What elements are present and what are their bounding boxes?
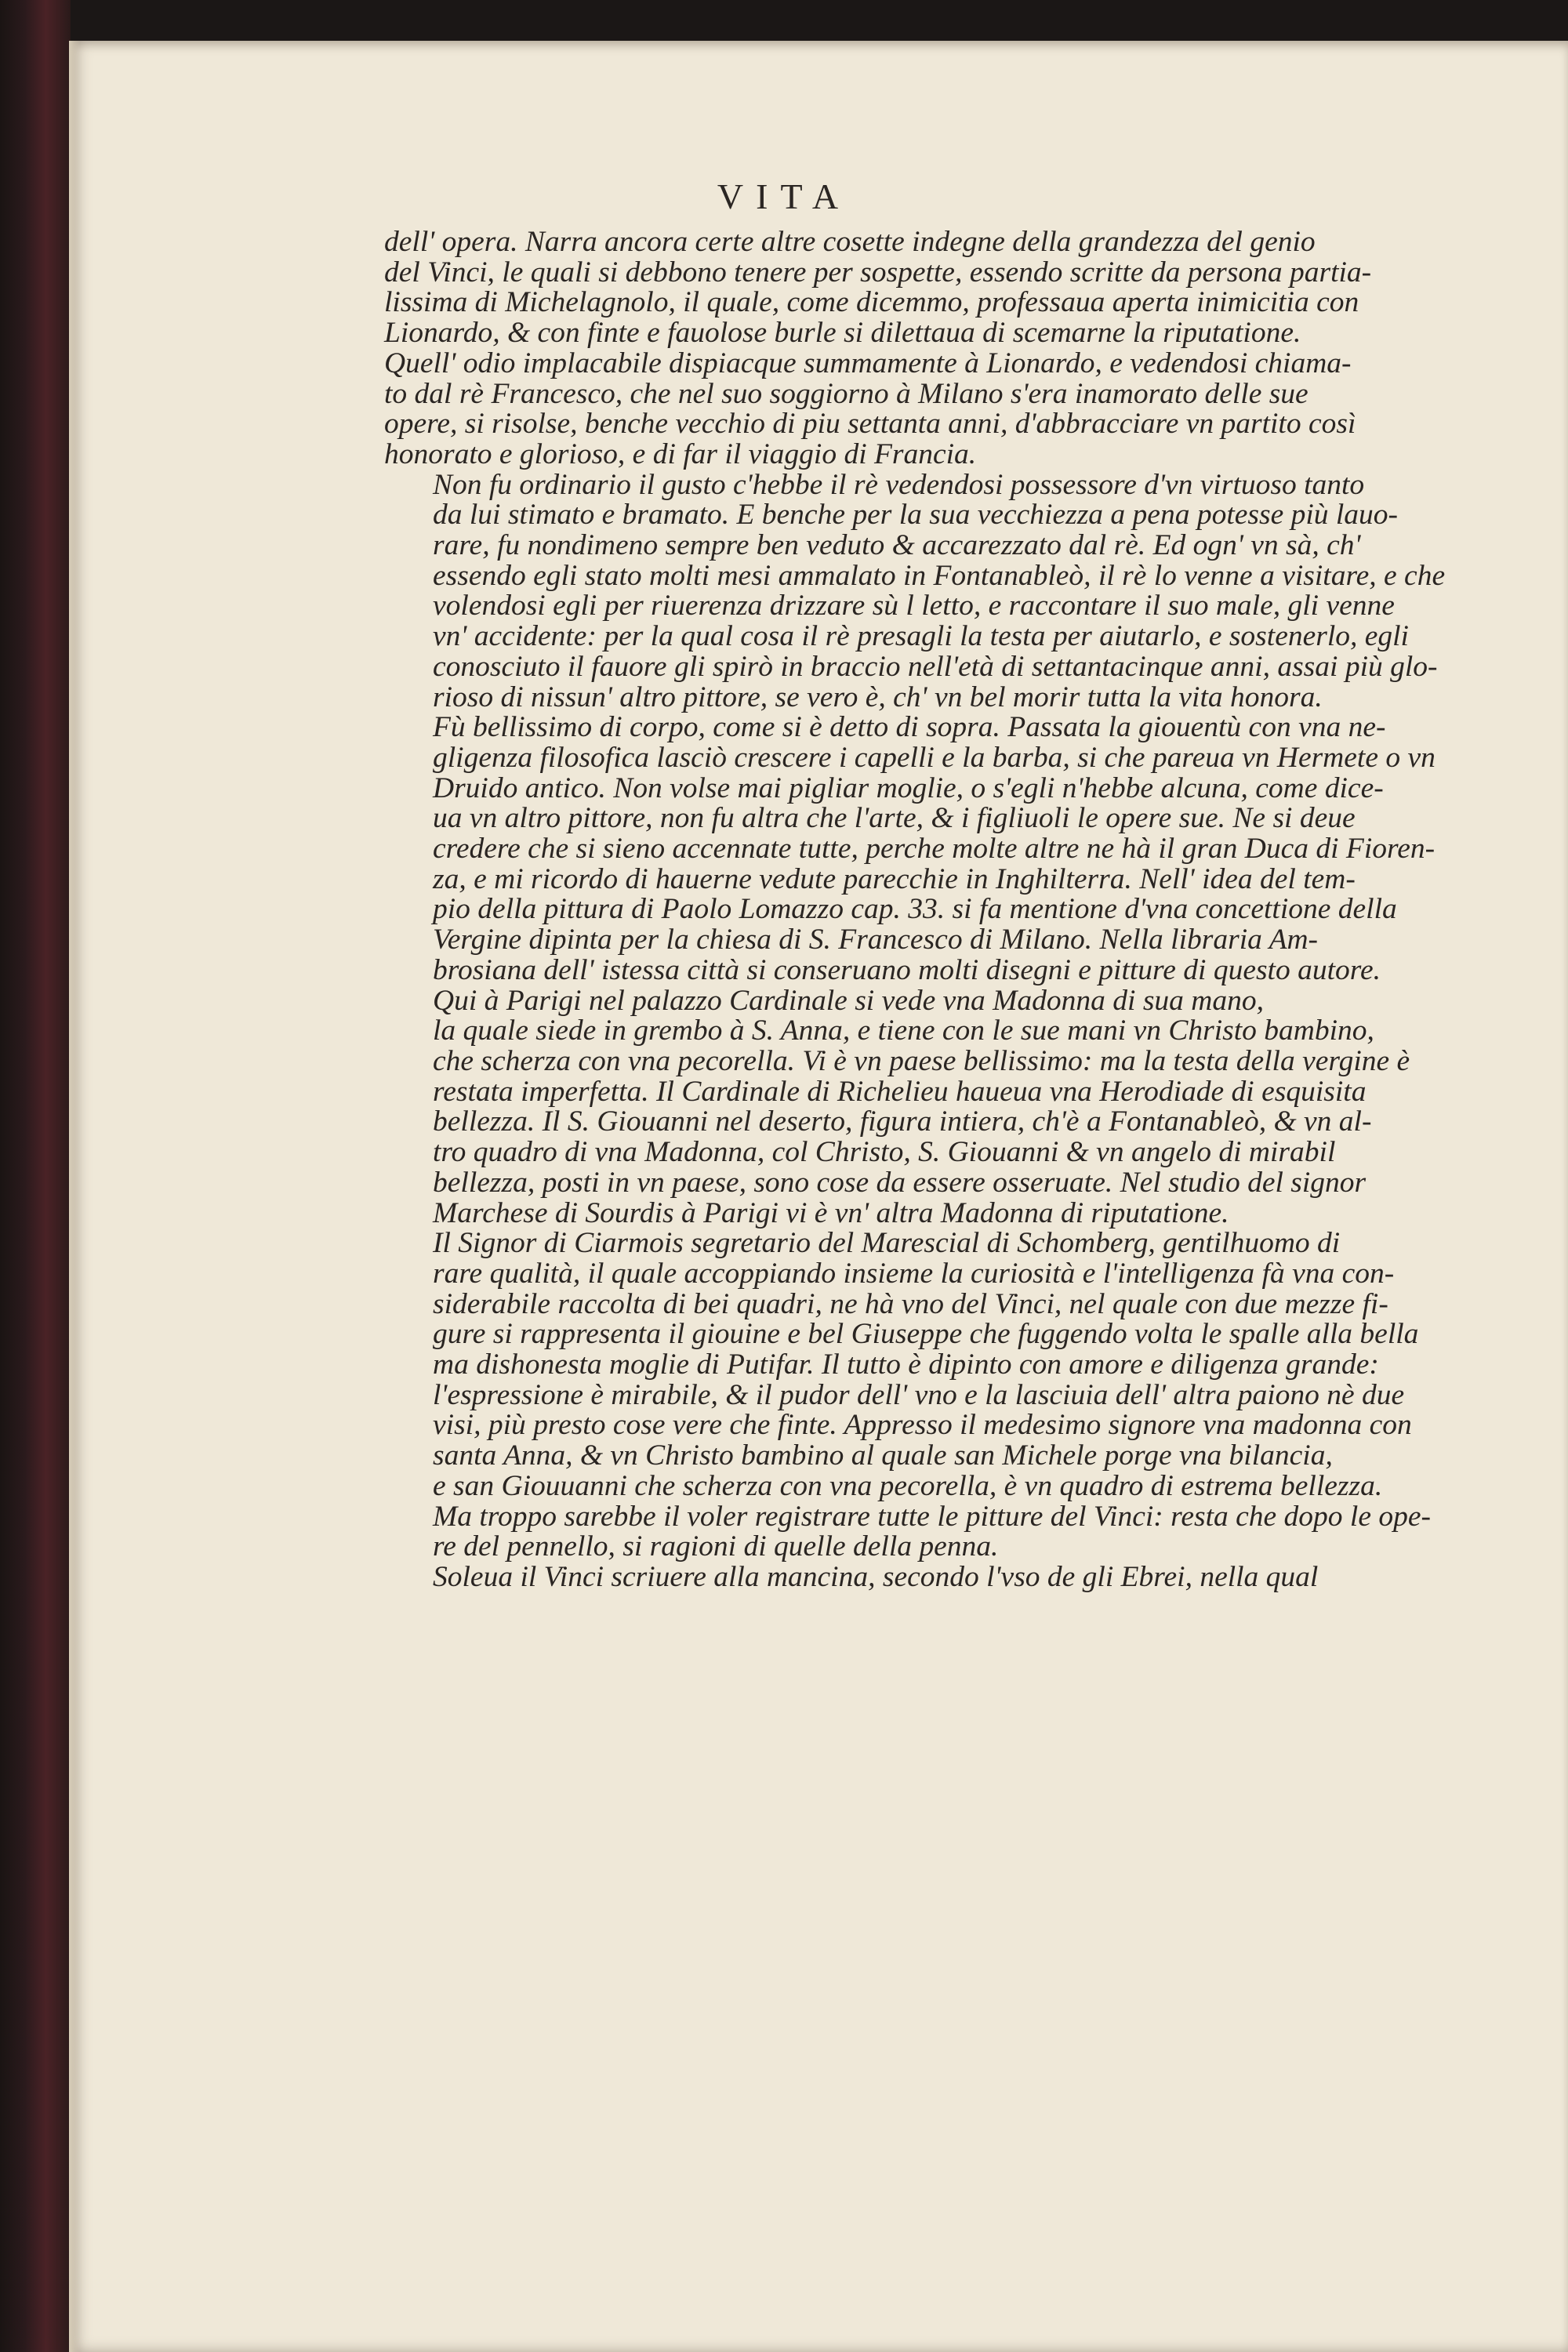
text-line: dell' opera. Narra ancora certe altre cosette indegne della grandezza del genio [384,226,1316,258]
text-line: bellezza. Il S. Giouanni nel deserto, figura intiera, ch'è a Fontanableò, & vn al- [433,1105,1372,1138]
text-line: Lionardo, & con finte e fauolose burle si dilettaua di scemarne la riputatione. [384,317,1301,350]
book-spine [0,0,71,2352]
text-line: visi, più presto cose vere che finte. Appresso il medesimo signore vna madonna con [433,1409,1412,1442]
text-line: Qui à Parigi nel palazzo Cardinale si vede vna Madonna di sua mano, [433,984,1264,1017]
text-line: gligenza filosofica lasciò crescere i capelli e la barba, si che pareua vn Hermete o vn [433,741,1436,774]
running-head: VITA [717,176,851,216]
text-line: gure si rappresenta il giouine e bel Giuseppe che fuggendo volta le spalle alla bella [433,1318,1419,1351]
paragraph [384,1229,1450,1563]
text-line: che scherza con vna pecorella. Vi è vn paese bellissimo: ma la testa della vergine è [433,1044,1410,1077]
text-line: bellezza, posti in vn paese, sono cose da essere osseruate. Nel studio del signor [433,1166,1367,1199]
text-line: siderabile raccolta di bei quadri, ne hà vno del Vinci, nel quale con due mezze fi- [433,1287,1388,1320]
text-line: santa Anna, & vn Christo bambino al quale san Michele porge vna bilancia, [433,1439,1333,1472]
text-line: l'espressione è mirabile, & il pudor dell' vno e la lasciuia dell' altra paiono nè due [433,1378,1405,1411]
text-line: Vergine dipinta per la chiesa di S. Francesco di Milano. Nella libraria Am- [433,924,1319,956]
text-line: conosciuto il fauore gli spirò in braccio nell'età di settantacinque anni, assai più glo- [433,650,1438,683]
page-gutter-shadow [69,41,80,2352]
text-line: to dal rè Francesco, che nel suo soggiorno à Milano s'era inamorato delle sue [384,377,1308,410]
text-line: rare qualità, il quale accoppiando insieme la curiosità e l'intelligenza fà vna con- [433,1257,1395,1290]
text-line: Quell' odio implacabile dispiacque summamente à Lionardo, e vedendosi chiama- [384,347,1352,379]
paragraph [384,1560,1450,1593]
text-line: Non fu ordinario il gusto c'hebbe il rè vedendosi possessore d'vn virtuoso tanto [433,468,1365,501]
text-line: e san Giouuanni che scherza con vna pecorella, è vn quadro di estrema bellezza. [433,1469,1383,1502]
text-line: rare, fu nondimeno sempre ben veduto & accarezzato dal rè. Ed ogn' vn sà, ch' [433,529,1361,562]
text-line: da lui stimato e bramato. E benche per la sua vecchiezza a pena potesse più lauo- [433,499,1399,532]
text-line: ua vn altro pittore, non fu altra che l'arte, & i figliuoli le opere sue. Ne si deue [433,802,1356,835]
text-line: tro quadro di vna Madonna, col Christo, S. Giouanni & vn angelo di mirabil [433,1136,1336,1169]
text-line: Ma troppo sarebbe il voler registrare tutte le pitture del Vinci: resta che dopo le ope- [433,1500,1431,1533]
text-line: restata imperfetta. Il Cardinale di Richelieu haueua vna Herodiade di esquisita [433,1075,1367,1108]
text-line: volendosi egli per riuerenza drizzare sù l letto, e raccontare il suo male, gli venne [433,590,1395,622]
text-line: la quale siede in grembo à S. Anna, e tiene con le sue mani vn Christo bambino, [433,1014,1374,1047]
text-line: Druido antico. Non volse mai pigliar moglie, o s'egli n'hebbe alcuna, come dice- [433,771,1384,804]
text-line: rioso di nissun' altro pittore, se vero è, ch' vn bel morir tutta la vita honora. [433,681,1323,713]
text-line: lissima di Michelagnolo, il quale, come dicemmo, professaua aperta inimicitia con [384,286,1359,319]
text-line: Marchese di Sourdis à Parigi vi è vn' altra Madonna di riputatione. [433,1196,1229,1229]
paragraph [384,470,1450,713]
text-line: credere che si sieno accennate tutte, perche molte altre ne hà il gran Duca di Fioren- [433,833,1436,866]
paragraph [384,713,1450,985]
body-text [384,227,1450,1593]
paragraph [384,986,1450,1229]
text-line: brosiana dell' istessa città si conseruano molti disegni e pitture di questo autore. [433,953,1381,986]
text-line: pio della pittura di Paolo Lomazzo cap. 33. si fa mentione d'vna concettione della [433,893,1397,926]
paragraph [384,227,1450,470]
text-line: honorato e glorioso, e di far il viaggio di Francia. [384,437,977,470]
text-line: Soleua il Vinci scriuere alla mancina, secondo l'vso de gli Ebrei, nella qual [433,1560,1319,1593]
text-line: Fù bellissimo di corpo, come si è detto di sopra. Passata la giouentù con vna ne- [433,711,1386,744]
text-line: essendo egli stato molti mesi ammalato in Fontanableò, il rè lo venne a visitare, e che [433,559,1446,592]
text-line: re del pennello, si ragioni di quelle della penna. [433,1530,999,1563]
text-line: opere, si risolse, benche vecchio di piu settanta anni, d'abbracciare vn partito così [384,408,1356,441]
text-line: za, e mi ricordo di hauerne vedute parecchie in Inghilterra. Nell' idea del tem- [433,862,1356,895]
text-line: Il Signor di Ciarmois segretario del Marescial di Schomberg, gentilhuomo di [433,1227,1341,1260]
text-line: ma dishonesta moglie di Putifar. Il tutto è dipinto con amore e diligenza grande: [433,1348,1379,1381]
text-line: del Vinci, le quali si debbono tenere per sospette, essendo scritte da persona partia- [384,256,1372,289]
text-line: vn' accidente: per la qual cosa il rè presagli la testa per aiutarlo, e sostenerlo, egli [433,620,1409,653]
